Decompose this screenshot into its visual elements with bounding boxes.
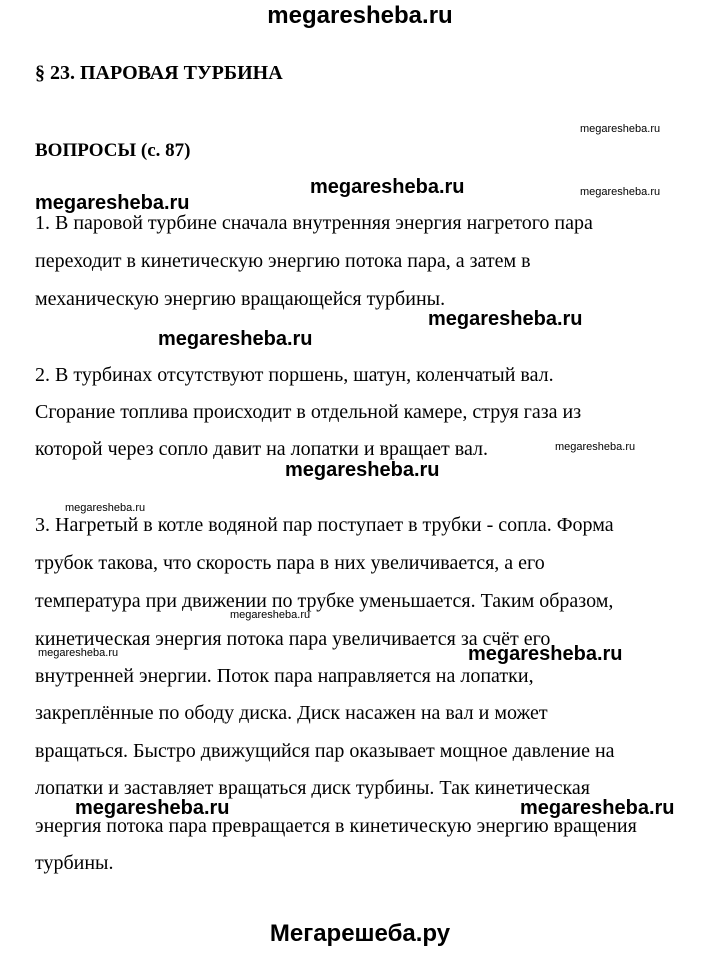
site-footer: Мегарешеба.ру: [269, 920, 451, 947]
questions-heading: ВОПРОСЫ (с. 87): [35, 140, 191, 161]
watermark: megaresheba.ru: [580, 123, 661, 135]
answer-3-line-1: 3. Нагретый в котле водяной пар поступает в трубки - сопла. Форма: [35, 514, 614, 536]
answer-2-line-1: 2. В турбинах отсутствуют поршень, шатун, коленчатый вал.: [35, 364, 554, 386]
answer-2-line-3: которой через сопло давит на лопатки и вращает вал.: [35, 438, 488, 460]
answer-3-line-10: турбины.: [35, 852, 114, 874]
site-header: megaresheba.ru: [267, 2, 453, 29]
answer-1-line-1: 1. В паровой турбине сначала внутренняя энергия нагретого пара: [35, 212, 593, 234]
answer-3-line-7: вращаться. Быстро движущийся пар оказывает мощное давление на: [35, 740, 615, 762]
answer-3-line-5: внутренней энергии. Поток пара направляется на лопатки,: [35, 665, 534, 687]
answer-3-line-4: кинетическая энергия потока пара увеличивается за счёт его: [35, 628, 551, 650]
answer-2-line-2: Сгорание топлива происходит в отдельной камере, струя газа из: [35, 401, 582, 423]
section-title: § 23. ПАРОВАЯ ТУРБИНА: [35, 62, 283, 84]
watermark: megaresheba.ru: [38, 647, 119, 659]
watermark: megaresheba.ru: [285, 459, 440, 481]
watermark: megaresheba.ru: [520, 797, 675, 819]
watermark: megaresheba.ru: [428, 308, 583, 330]
answer-3-line-9: энергия потока пара превращается в кинетическую энергию вращения: [35, 815, 637, 837]
answer-1-line-3: механическую энергию вращающейся турбины.: [35, 288, 446, 310]
watermark: megaresheba.ru: [65, 502, 146, 514]
watermark: megaresheba.ru: [230, 609, 311, 621]
watermark: megaresheba.ru: [35, 192, 190, 214]
answer-3-line-8: лопатки и заставляет вращаться диск турбины. Так кинетическая: [35, 777, 590, 799]
watermark: megaresheba.ru: [555, 441, 636, 453]
watermark: megaresheba.ru: [75, 797, 230, 819]
answer-1-line-2: переходит в кинетическую энергию потока пара, а затем в: [35, 250, 531, 272]
watermark: megaresheba.ru: [580, 186, 661, 198]
watermark: megaresheba.ru: [468, 643, 623, 665]
answer-3-line-2: трубок такова, что скорость пара в них увеличивается, а его: [35, 552, 545, 574]
watermark: megaresheba.ru: [310, 176, 465, 198]
watermark: megaresheba.ru: [158, 328, 313, 350]
answer-3-line-3: температура при движении по трубке уменьшается. Таким образом,: [35, 590, 614, 612]
answer-3-line-6: закреплённые по ободу диска. Диск насажен на вал и может: [35, 702, 548, 724]
